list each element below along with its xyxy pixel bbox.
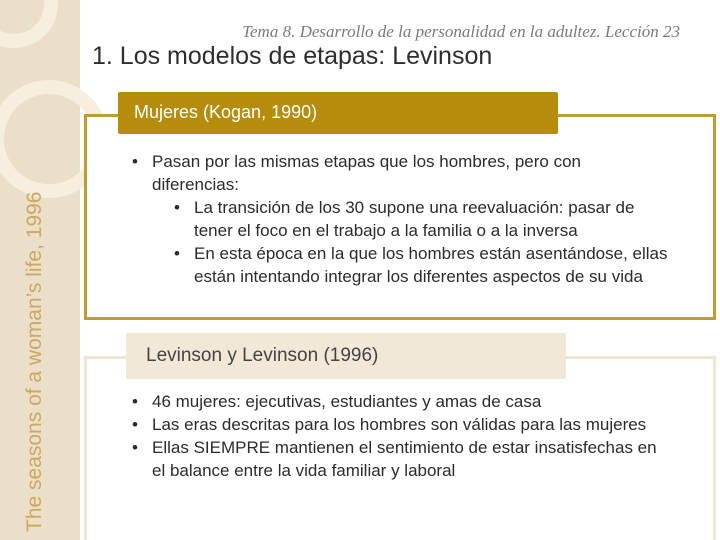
- sidebar-vertical-text: The seasons of a woman’s life, 1996: [23, 191, 46, 532]
- section-label-levinson: Levinson y Levinson (1996): [126, 333, 566, 379]
- section-content-levinson: [132, 390, 672, 482]
- bullet-item: • Las eras descritas para los hombres son válidas para las mujeres: [132, 413, 672, 436]
- bullet-item: • 46 mujeres: ejecutivas, estudiantes y amas de casa: [132, 390, 672, 413]
- slide-title: 1. Los modelos de etapas: Levinson: [92, 42, 493, 70]
- bullet-item: • Pasan por las mismas etapas que los hombres, pero con diferencias: • La transición de los 30 supone una reevaluación: pasar de tener el foco en el trabajo a la familia o a la inversa • En esta época en la que los hombres están asentándose, ellas están intentando integrar los diferentes aspectos de su vida: [132, 150, 672, 288]
- section-content-kogan: [132, 150, 672, 328]
- sub-bullet-item: • En esta época en la que los hombres están asentándose, ellas están intentando integrar los diferentes aspectos de su vida: [174, 242, 672, 288]
- sub-bullet-item: • La transición de los 30 supone una reevaluación: pasar de tener el foco en el trabajo a la familia o a la inversa: [174, 196, 672, 242]
- decorative-sidebar: [0, 0, 80, 540]
- section-label-kogan: Mujeres (Kogan, 1990): [118, 92, 558, 134]
- lesson-subtitle: Tema 8. Desarrollo de la personalidad en la adultez. Lección 23: [242, 22, 680, 41]
- bullet-item: • Ellas SIEMPRE mantienen el sentimiento de estar insatisfechas en el balance entre la vida familiar y laboral: [132, 436, 672, 482]
- decorative-ring: [0, 0, 58, 48]
